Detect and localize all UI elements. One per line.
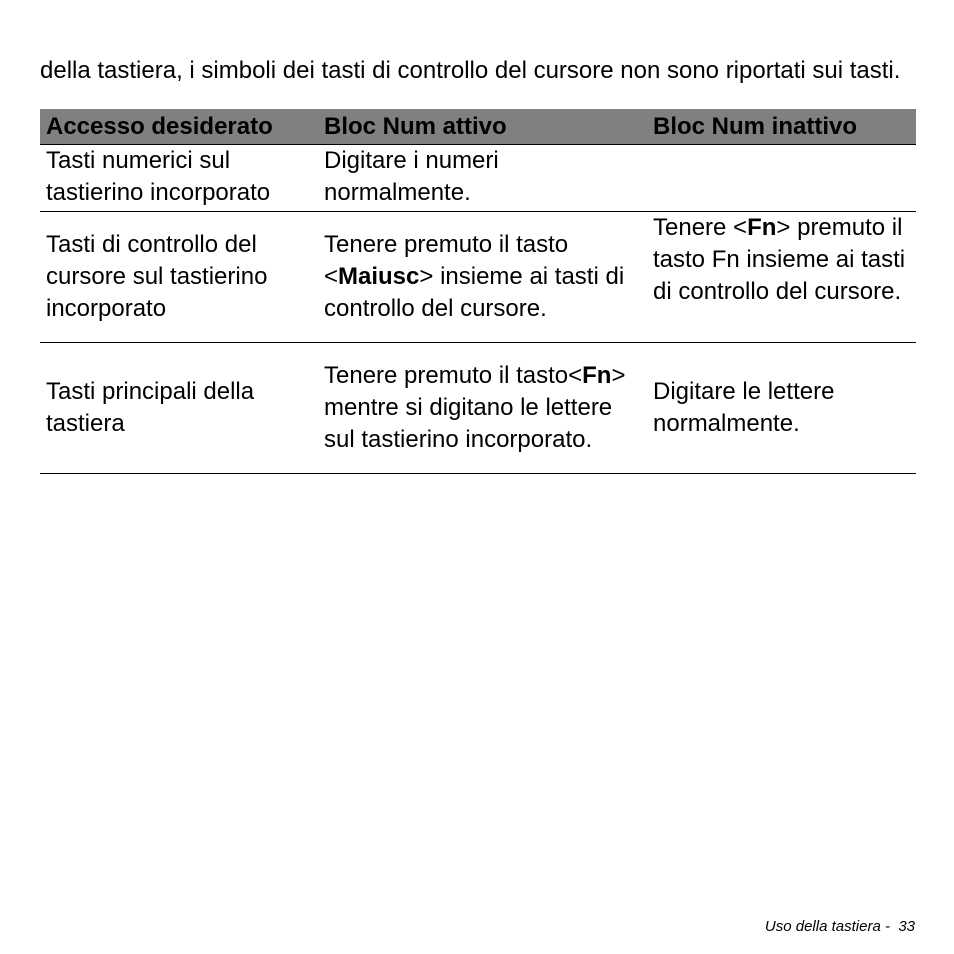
cell-numlock-off <box>647 212 916 343</box>
cell-access: Tasti principali della tastiera <box>40 343 318 474</box>
cell-numlock-off: Digitare le lettere normalmente. <box>647 343 916 474</box>
cell-text: > insieme ai tasti di controllo del cursore. <box>324 263 625 322</box>
table-row <box>40 212 916 343</box>
cell-text: Tenere premuto il tasto < <box>324 231 569 290</box>
cell-access: Tasti di controllo del cursore sul tastierino incorporato <box>40 212 318 343</box>
intro-paragraph: della tastiera, i simboli dei tasti di controllo del cursore non sono riportati sui tasti. <box>40 57 901 84</box>
header-numlock-on: Bloc Num attivo <box>318 109 647 145</box>
cell-numlock-on <box>318 343 647 474</box>
cell-text: Tenere < <box>653 214 748 241</box>
cell-numlock-on: Digitare i numeri normalmente. <box>318 145 647 212</box>
cell-text: Tenere premuto il tasto< <box>324 362 583 389</box>
numlock-table <box>40 109 916 474</box>
page-number: 33 <box>898 918 915 935</box>
table-row <box>40 145 916 212</box>
cell-text: > mentre si digitano le lettere sul tastierino incorporato. <box>324 362 626 453</box>
key-name: Fn <box>747 214 777 241</box>
cell-text: > premuto il tasto Fn insieme ai tasti di controllo del cursore. <box>653 214 906 305</box>
header-access: Accesso desiderato <box>40 109 318 145</box>
cell-numlock-on <box>318 212 647 343</box>
page-footer <box>765 918 915 936</box>
table-header-row <box>40 109 916 145</box>
key-name: Fn <box>582 362 612 389</box>
footer-section: Uso della tastiera - <box>764 918 890 935</box>
table-row <box>40 343 916 474</box>
header-numlock-off: Bloc Num inattivo <box>647 109 916 145</box>
cell-access: Tasti numerici sul tastierino incorporato <box>40 145 318 212</box>
cell-numlock-off <box>647 145 916 212</box>
key-name: Maiusc <box>338 263 420 290</box>
